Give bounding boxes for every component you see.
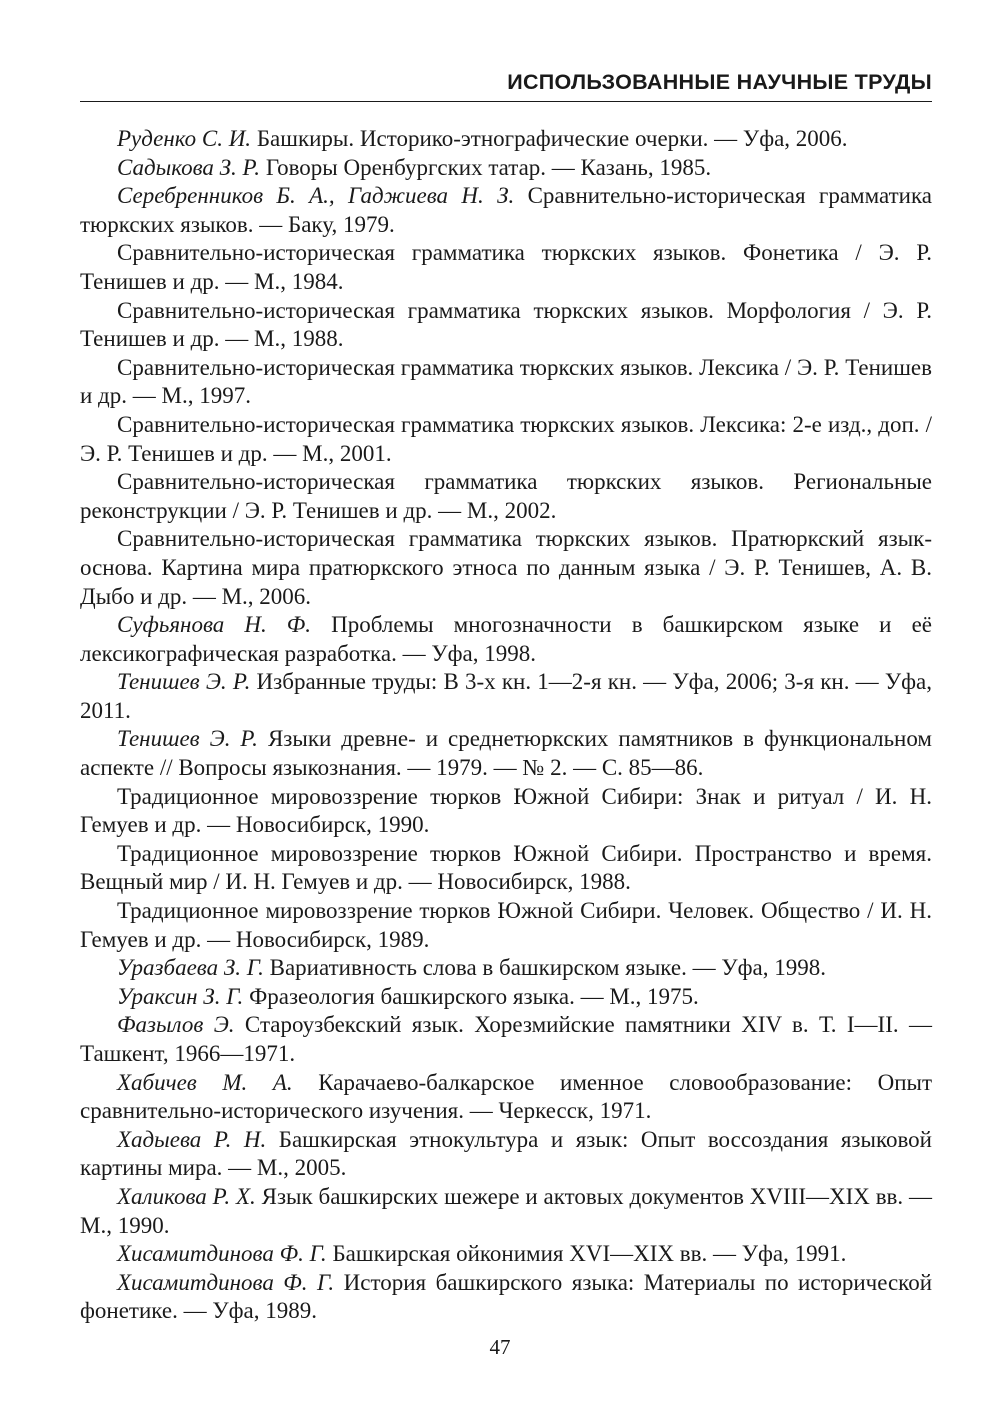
entry-author: Уразбаева З. Г. bbox=[117, 955, 264, 981]
bibliography-entry bbox=[80, 668, 932, 725]
entry-text: Сравнительно-историческая грамматика тюркских языков. Лексика: 2-е изд., доп. / Э. Р. Тенишев и др. — М., 2001. bbox=[80, 411, 932, 466]
entry-author: Тенишев Э. Р. bbox=[117, 669, 251, 695]
entry-author: Фазылов Э. bbox=[117, 1012, 235, 1038]
entry-text: Сравнительно-историческая грамматика тюркских языков. Региональные реконструкции / Э. Р. Тенишев и др. — М., 2002. bbox=[80, 469, 932, 523]
bibliography-entry bbox=[80, 1011, 932, 1068]
entry-author: Ураксин З. Г. bbox=[117, 983, 244, 1009]
bibliography-entry bbox=[80, 1183, 932, 1240]
entry-author: Руденко С. И. bbox=[117, 126, 252, 151]
entry-author: Садыкова З. Р. bbox=[117, 154, 261, 180]
entry-text: Фразеология башкирского языка. — М., 1975. bbox=[249, 983, 699, 1009]
bibliography-entry bbox=[80, 154, 932, 183]
bibliography-entry bbox=[80, 125, 932, 154]
entry-text: Сравнительно-историческая грамматика тюркских языков. Морфология / Э. Р. Тенишев и др. — М., 1988. bbox=[80, 297, 932, 352]
entry-text: Башкирская этнокультура и язык: Опыт воссоздания языковой картины мира. — М., 2005. bbox=[80, 1126, 932, 1181]
entry-text: История башкирского языка: Материалы по исторической фонетике. — Уфа, 1989. bbox=[80, 1269, 933, 1324]
entry-text: Языки древне- и среднетюркских памятников в функциональном аспекте // Вопросы языкознания. — 1979. — № 2. — С. 85—86. bbox=[80, 726, 932, 781]
bibliography-entry bbox=[80, 611, 932, 668]
bibliography-entry bbox=[80, 297, 932, 354]
entry-text: Традиционное мировоззрение тюрков Южной Сибири. Пространство и время. Вещный мир / И. Н. Гемуев и др. — Новосибирск, 1988. bbox=[80, 840, 932, 895]
bibliography-entry bbox=[80, 525, 932, 611]
entry-author: Тенишев Э. Р. bbox=[117, 726, 258, 752]
bibliography-entry bbox=[80, 783, 932, 840]
entry-text: Говоры Оренбургских татар. — Казань, 1985. bbox=[265, 154, 712, 180]
bibliography-entry bbox=[80, 954, 932, 983]
entry-text: Сравнительно-историческая грамматика тюркских языков. Лексика / Э. Р. Тенишев и др. — М., 1997. bbox=[80, 354, 932, 409]
bibliography-entry bbox=[80, 411, 932, 468]
entry-author: Серебренников Б. А., Гаджиева Н. З. bbox=[117, 183, 515, 209]
bibliography-entry bbox=[80, 239, 932, 296]
bibliography-list bbox=[80, 125, 932, 1326]
bibliography-entry bbox=[80, 182, 932, 239]
entry-text: Сравнительно-историческая грамматика тюркских языков. Пратюркский язык-основа. Картина мира пратюркского этноса по данным языка / Э. Р. Тенишев, А. В. Дыбо и др. — М., 2006. bbox=[80, 526, 932, 609]
bibliography-entry bbox=[80, 1069, 932, 1126]
entry-author: Хисамитдинова Ф. Г. bbox=[117, 1269, 335, 1295]
bibliography-entry bbox=[80, 897, 932, 954]
entry-text: Староузбекский язык. Хорезмийские памятники XIV в. Т. I—II. — Ташкент, 1966—1971. bbox=[80, 1012, 933, 1066]
running-head: ИСПОЛЬЗОВАННЫЕ НАУЧНЫЕ ТРУДЫ bbox=[80, 70, 932, 102]
entry-text: Язык башкирских шежере и актовых документов XVIII—XIX вв. — М., 1990. bbox=[80, 1183, 932, 1238]
entry-author: Хисамитдинова Ф. Г. bbox=[117, 1241, 327, 1267]
entry-text: Карачаево-балкарское именное словообразование: Опыт сравнительно-исторического изучения. — Черкесск, 1971. bbox=[80, 1069, 933, 1124]
entry-text: Проблемы многозначности в башкирском языке и её лексикографическая разработка. — Уфа, 1998. bbox=[80, 612, 932, 666]
bibliography-entry bbox=[80, 725, 932, 782]
entry-text: Вариативность слова в башкирском языке. — Уфа, 1998. bbox=[269, 955, 827, 981]
entry-text: Сравнительно-историческая грамматика тюркских языков. Фонетика / Э. Р. Тенишев и др. — М., 1984. bbox=[80, 240, 932, 294]
bibliography-entry bbox=[80, 1240, 932, 1269]
entry-author: Хадыева Р. Н. bbox=[117, 1126, 267, 1152]
page-number: 47 bbox=[489, 1335, 511, 1359]
bibliography-entry bbox=[80, 840, 932, 897]
bibliography-entry bbox=[80, 1269, 932, 1326]
bibliography-entry bbox=[80, 1126, 932, 1183]
entry-text: Сравнительно-историческая грамматика тюркских языков. — Баку, 1979. bbox=[80, 183, 932, 237]
bibliography-entry bbox=[80, 983, 932, 1012]
entry-text: Традиционное мировоззрение тюрков Южной Сибири. Человек. Общество / И. Н. Гемуев и др. — Новосибирск, 1989. bbox=[80, 898, 932, 952]
entry-author: Хабичев М. А. bbox=[117, 1069, 293, 1095]
bibliography-entry bbox=[80, 354, 932, 411]
entry-author: Халикова Р. Х. bbox=[117, 1183, 256, 1209]
entry-author: Суфьянова Н. Ф. bbox=[117, 612, 312, 638]
entry-text: Башкирская ойконимия XVI—XIX вв. — Уфа, 1991. bbox=[332, 1241, 847, 1267]
entry-text: Башкиры. Историко-этнографические очерки. — Уфа, 2006. bbox=[256, 126, 848, 151]
entry-text: Избранные труды: В 3-х кн. 1—2-я кн. — Уфа, 2006; 3-я кн. — Уфа, 2011. bbox=[80, 669, 932, 723]
bibliography-entry bbox=[80, 468, 932, 525]
entry-text: Традиционное мировоззрение тюрков Южной Сибири: Знак и ритуал / И. Н. Гемуев и др. — Новосибирск, 1990. bbox=[80, 783, 932, 838]
